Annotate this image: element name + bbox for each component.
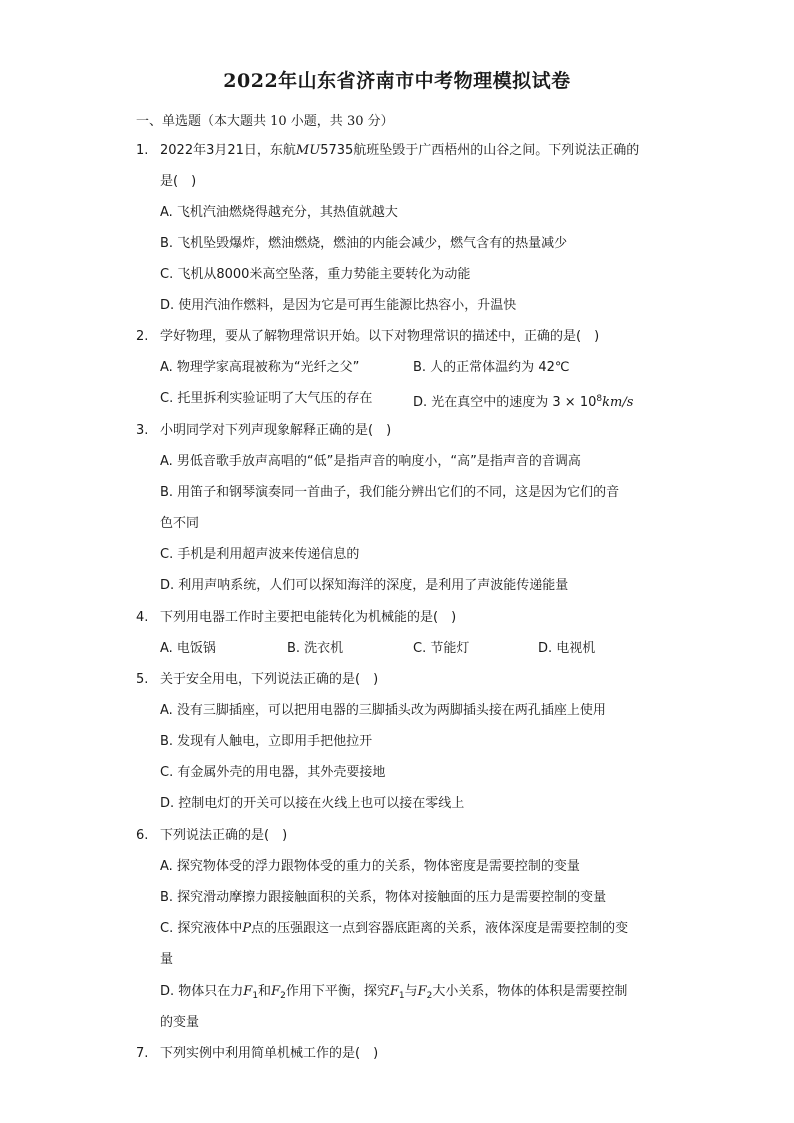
question-number: 6.: [136, 828, 149, 843]
subscript: 1: [398, 991, 405, 1001]
option-d: D. 利用声呐系统，人们可以探知海洋的深度，是利用了声波能传递能量: [160, 578, 569, 593]
question-stem: [160, 143, 639, 159]
question-number: 4.: [136, 610, 149, 625]
question-number: 5.: [136, 672, 149, 687]
exponent: 8: [596, 394, 603, 404]
option-a: A. 飞机汽油燃烧得越充分，其热值就越大: [160, 205, 398, 220]
question-stem: 关于安全用电，下列说法正确的是( ): [160, 672, 379, 687]
section-heading: 一、单选题（本大题共 10 小题，共 30 分）: [136, 114, 394, 129]
stem-text: 5735航班坠毁于广西梧州的山谷之间。下列说法正确的: [320, 143, 640, 158]
question-number: 3.: [136, 423, 149, 438]
subscript: 1: [252, 991, 259, 1001]
option-b: B. 发现有人触电，立即用手把他拉开: [160, 734, 373, 749]
option-d: [413, 391, 633, 411]
option-b: B. 洗衣机: [287, 641, 344, 656]
question-stem-continued: 是( ): [160, 174, 197, 189]
option-text: 和: [258, 984, 272, 999]
question-stem: 下列说法正确的是( ): [160, 828, 288, 843]
option-text: 作用下平衡，探究: [285, 984, 390, 999]
question-number: 2.: [136, 329, 149, 344]
question-number: 1.: [136, 143, 149, 158]
option-a: A. 男低音歌手放声高唱的“低”是指声音的响度小，“高”是指声音的音调高: [160, 454, 581, 469]
question-stem: 下列实例中利用简单机械工作的是( ): [160, 1046, 379, 1061]
question-stem: 学好物理，要从了解物理常识开始。以下对物理常识的描述中，正确的是( ): [160, 329, 600, 344]
option-a: A. 没有三脚插座，可以把用电器的三脚插头改为两脚插头接在两孔插座上使用: [160, 703, 606, 718]
option-text: C. 探究液体中: [160, 921, 243, 936]
option-text: D. 光在真空中的速度为 3 × 10: [413, 395, 597, 410]
option-c: C. 手机是利用超声波来传递信息的: [160, 547, 360, 562]
force-symbol: F: [243, 984, 253, 999]
force-symbol: F: [417, 984, 427, 999]
subscript: 2: [426, 991, 433, 1001]
option-d: D. 控制电灯的开关可以接在火线上也可以接在零线上: [160, 796, 465, 811]
option-a: A. 电饭锅: [160, 641, 216, 656]
page-title: 2022年山东省济南市中考物理模拟试卷: [223, 70, 571, 92]
option-text: D. 物体只在力: [160, 984, 244, 999]
option-c: C. 飞机从8000米高空坠落，重力势能主要转化为动能: [160, 267, 471, 282]
option-c: C. 节能灯: [413, 641, 470, 656]
option-c-continued: 量: [160, 952, 174, 967]
unit: km/s: [602, 395, 634, 410]
option-c: C. 托里拆利实验证明了大气压的存在: [160, 391, 373, 406]
option-c: [160, 921, 628, 937]
option-a: A. 物理学家高琨被称为“光纤之父”: [160, 360, 360, 375]
question-number: 7.: [136, 1046, 149, 1061]
option-text: 点的压强跟这一点到容器底距离的关系，液体深度是需要控制的变: [251, 921, 629, 936]
option-text: 与: [404, 984, 418, 999]
option-b-continued: 色不同: [160, 516, 200, 531]
option-b: B. 人的正常体温约为 42℃: [413, 360, 570, 375]
question-stem: 下列用电器工作时主要把电能转化为机械能的是( ): [160, 610, 457, 625]
option-a: A. 探究物体受的浮力跟物体受的重力的关系，物体密度是需要控制的变量: [160, 859, 580, 874]
option-b: B. 用笛子和钢琴演奏同一首曲子，我们能分辨出它们的不同，这是因为它们的音: [160, 485, 620, 500]
option-d-continued: 的变量: [160, 1015, 200, 1030]
option-text: 大小关系，物体的体积是需要控制: [432, 984, 628, 999]
subscript: 2: [280, 991, 286, 1001]
question-stem: 小明同学对下列声现象解释正确的是( ): [160, 423, 392, 438]
force-symbol: F: [389, 984, 399, 999]
option-b: B. 飞机坠毁爆炸，燃油燃烧，燃油的内能会减少，燃气含有的热量减少: [160, 236, 568, 251]
option-b: B. 探究滑动摩擦力跟接触面积的关系，物体对接触面的压力是需要控制的变量: [160, 890, 607, 905]
point-symbol: P: [242, 921, 252, 936]
flight-code: MU: [295, 143, 321, 158]
option-d: [160, 984, 627, 1004]
option-d: D. 电视机: [538, 641, 596, 656]
option-d: D. 使用汽油作燃料，是因为它是可再生能源比热容小，升温快: [160, 298, 517, 313]
stem-text: 2022年3月21日，东航: [160, 143, 296, 158]
force-symbol: F: [271, 984, 281, 999]
option-c: C. 有金属外壳的用电器，其外壳要接地: [160, 765, 386, 780]
